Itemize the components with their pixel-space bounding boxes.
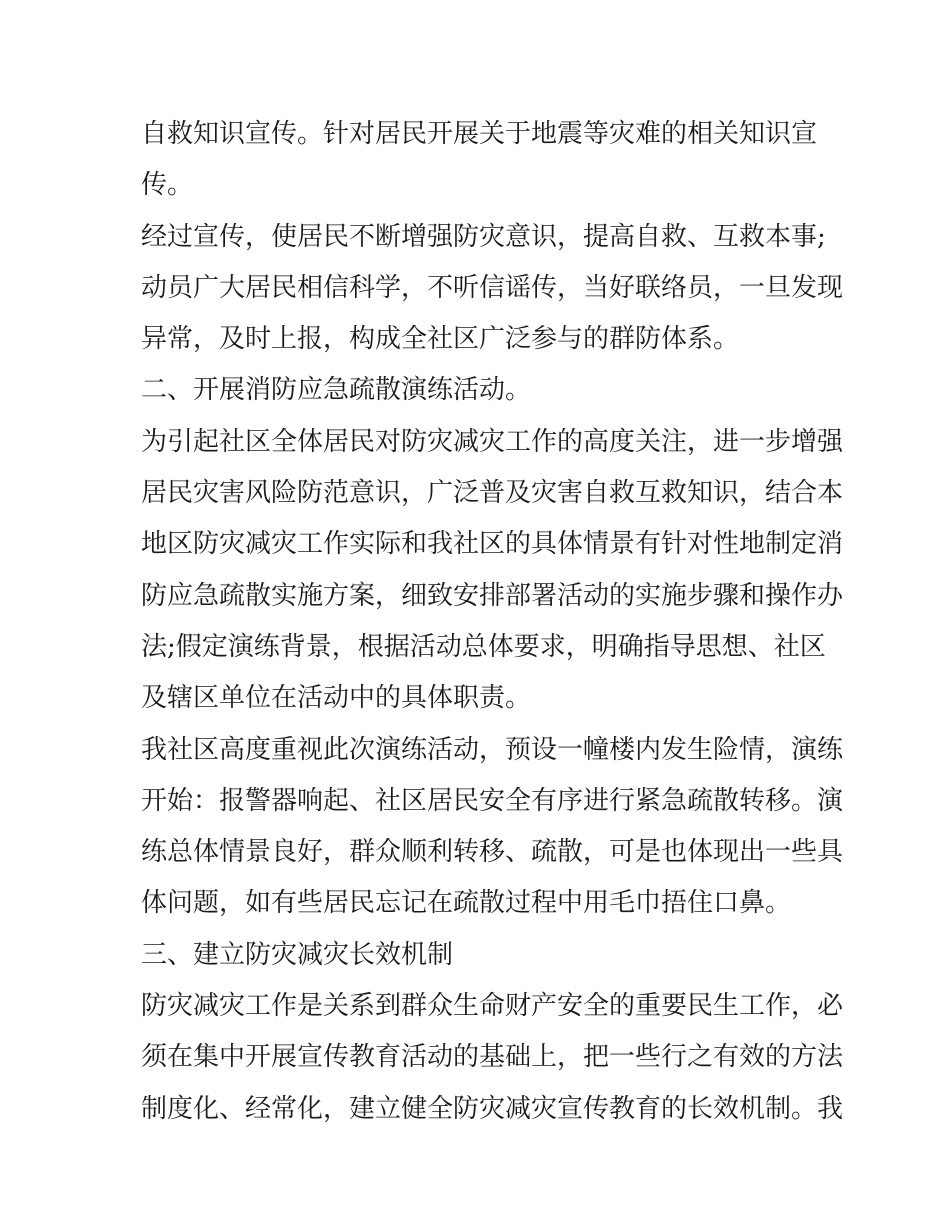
text-line: 开始：报警器响起、社区居民安全有序进行紧急疏散转移。演	[141, 785, 844, 816]
text-line: 地区防灾减灾工作实际和我社区的具体情景有针对性地制定消	[141, 529, 844, 560]
text-line: 自救知识宣传。针对居民开展关于地震等灾难的相关知识宣	[141, 119, 818, 149]
text-line: 防应急疏散实施方案，细致安排部署活动的实施步骤和操作办	[141, 580, 844, 611]
text-line: 体问题，如有些居民忘记在疏散过程中用毛巾捂住口鼻。	[141, 888, 792, 919]
text-line: 异常，及时上报，构成全社区广泛参与的群防体系。	[141, 324, 740, 355]
text-line: 制度化、经常化，建立健全防灾减灾宣传教育的长效机制。我	[141, 1093, 844, 1124]
text-line: 须在集中开展宣传教育活动的基础上，把一些行之有效的方法	[141, 1042, 844, 1073]
text-line: 经过宣传，使居民不断增强防灾意识，提高自救、互救本事;	[141, 221, 826, 252]
text-line: 为引起社区全体居民对防灾减灾工作的高度关注，进一步增强	[141, 426, 844, 457]
section-heading: 二、开展消防应急疏散演练活动。	[141, 375, 532, 406]
text-line: 我社区高度重视此次演练活动，预设一幢楼内发生险情，演练	[141, 734, 844, 765]
body-text	[141, 109, 844, 1135]
text-line: 动员广大居民相信科学，不听信谣传，当好联络员，一旦发现	[141, 272, 844, 303]
text-line: 防灾减灾工作是关系到群众生命财产安全的重要民生工作，必	[141, 991, 844, 1022]
text-line: 居民灾害风险防范意识，广泛普及灾害自救互救知识，结合本	[141, 478, 844, 509]
section-heading: 三、建立防灾减灾长效机制	[141, 939, 454, 970]
text-line: 法;假定演练背景，根据活动总体要求，明确指导思想、社区	[141, 631, 826, 662]
text-line: 及辖区单位在活动中的具体职责。	[141, 683, 532, 714]
text-line: 传。	[141, 170, 194, 201]
text-line: 练总体情景良好，群众顺利转移、疏散，可是也体现出一些具	[141, 837, 844, 868]
